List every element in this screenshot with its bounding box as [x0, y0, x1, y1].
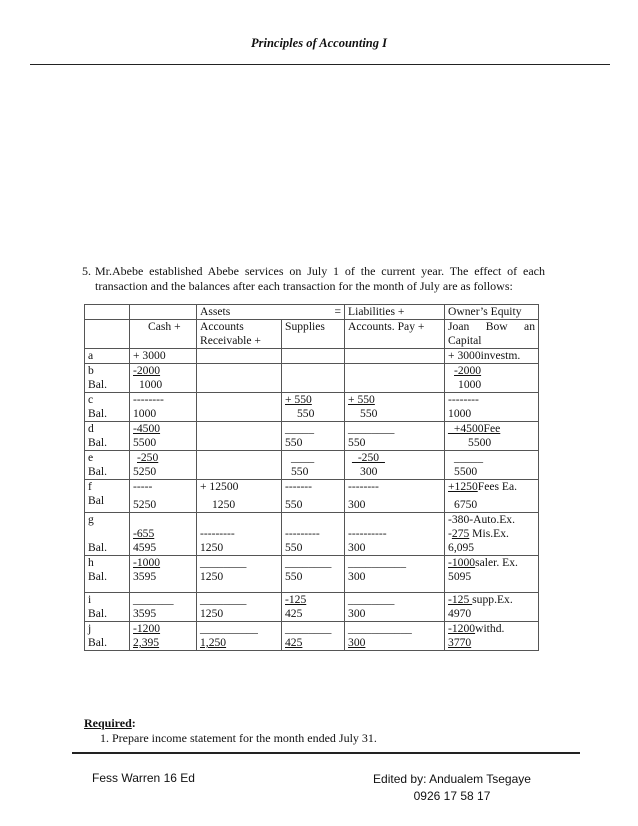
accounts-payable-header: Accounts. Pay +: [345, 320, 445, 349]
equals-sign: =: [334, 305, 342, 318]
table-row: i Bal. _______ 3595 ________ 1250 -125 425 ________ 300 -125 supp.Ex. 4970: [85, 593, 539, 622]
table-row: h Bal. -1000 3595 ________ 1250 ________ 550 __________ 300 -1000saler. Ex. 5095: [85, 556, 539, 593]
owners-equity-header: Owner’s Equity: [445, 305, 539, 320]
required-label: Required: [84, 716, 132, 730]
cash-header: Cash +: [130, 320, 197, 349]
table-row: g Bal. -655 4595 --------- 1250 --------- 550 ---------- 300 -380-Auto.Ex. -275 Mis.Ex. 6,095: [85, 513, 539, 556]
table-header-row: [85, 305, 539, 320]
required-section: Required: 1. Prepare income statement for the month ended July 31.: [84, 716, 377, 745]
assets-header: Assets =: [197, 305, 345, 320]
capital-header: Joan Bow an Capital: [445, 320, 539, 349]
footer-editor: Edited by: Andualem Tsegaye 0926 17 58 17: [373, 772, 531, 803]
problem-statement: [82, 264, 545, 294]
table-row: b Bal. -2000 1000 -2000 1000: [85, 364, 539, 393]
table-row: j Bal. -1200 2,395 __________ 1,250 ________ 425 ___________ 300 -1200withd. 3770: [85, 622, 539, 651]
table-row: c Bal. -------- 1000 + 550 550 + 550 550 -------- 1000: [85, 393, 539, 422]
liabilities-header: Liabilities +: [345, 305, 445, 320]
table-row: e Bal. -250 5250 ____ 550 _-250_ 300 _____ 5500: [85, 451, 539, 480]
footer-source: Fess Warren 16 Ed: [92, 771, 195, 785]
page-header-title: Principles of Accounting I: [250, 36, 387, 50]
header-divider: [30, 64, 610, 65]
required-item: 1. Prepare income statement for the month ended July 31.: [100, 731, 377, 745]
table-row: d Bal. -4500 5500 _____ 550 ________ 550 _+4500Fee 5500: [85, 422, 539, 451]
accounts-receivable-header: Accounts Receivable +: [197, 320, 282, 349]
table-subheader-row: [85, 320, 539, 349]
transaction-table: [84, 304, 539, 651]
footer-divider: [72, 752, 580, 754]
supplies-header: Supplies: [282, 320, 345, 349]
problem-text: Mr.Abebe established Abebe services on July 1 of the current year. The effect of each transaction and the balances after each transaction for the month of July are as follows:: [95, 264, 545, 293]
table-row: a + 3000 + 3000investm.: [85, 349, 539, 364]
problem-number: 5.: [82, 264, 91, 278]
table-row: f Bal ----- 5250 + 12500 1250 ------- 550 -------- 300 +1250Fees Ea. 6750: [85, 480, 539, 513]
